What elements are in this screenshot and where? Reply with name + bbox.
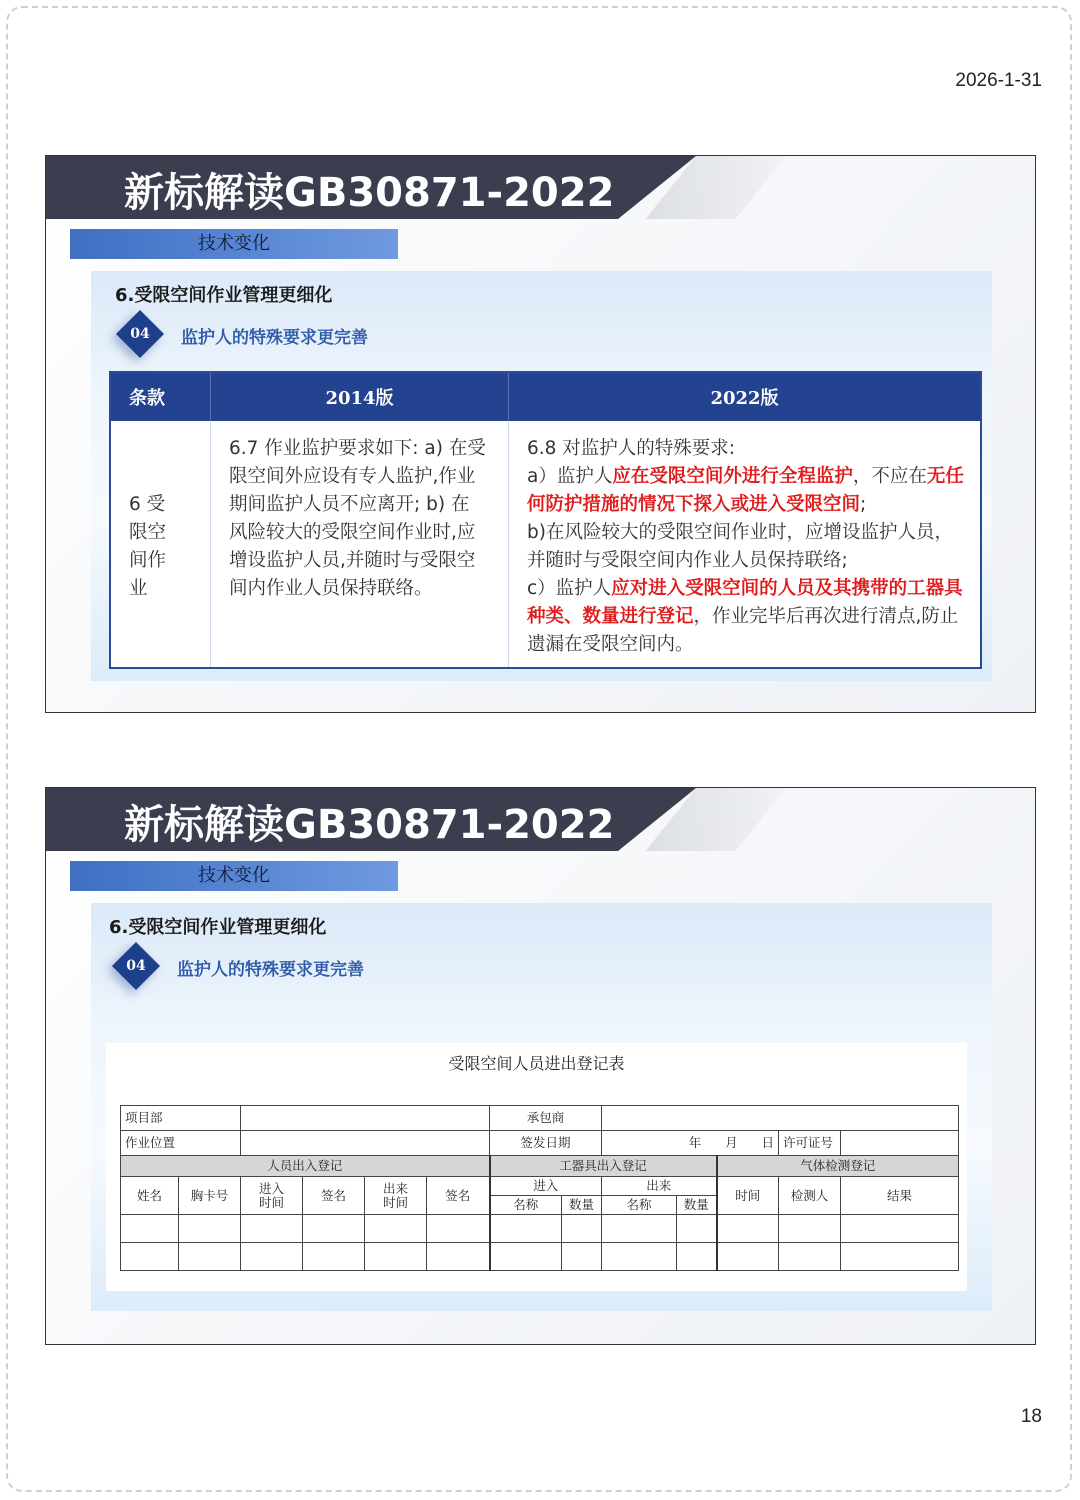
table-row <box>121 1177 959 1196</box>
col-tool-name: 名称 <box>490 1196 562 1215</box>
cell-2022 <box>509 421 982 668</box>
clause-cell <box>110 421 211 668</box>
clause-text: 6 受限空间作业 <box>129 494 167 599</box>
col-inspector: 检测人 <box>779 1177 841 1215</box>
badge-number: 04 <box>130 326 150 342</box>
form-title: 受限空间人员进出登记表 <box>448 1054 625 1073</box>
header-2014: 2014版 <box>211 372 509 421</box>
col-gas-time: 时间 <box>717 1177 779 1215</box>
text-2022-a: a）监护人应在受限空间外进行全程监护，不应在无任何防护措施的情况下探入或进入受限空间; <box>527 466 964 515</box>
col-tool-qty: 数量 <box>562 1196 602 1215</box>
tag-label: 技术变化 <box>70 861 398 891</box>
slide-2 <box>45 787 1036 1345</box>
col-name: 姓名 <box>121 1177 179 1215</box>
highlight-text: 应在受限空间外进行全程监护 <box>612 466 853 487</box>
issue-date-value: 年 月 日 <box>602 1131 779 1156</box>
section-title: 6.受限空间作业管理更细化 <box>109 917 327 938</box>
col-sign: 签名 <box>303 1177 365 1215</box>
col-result: 结果 <box>841 1177 959 1215</box>
registration-table <box>120 1105 959 1271</box>
col-sign2: 签名 <box>427 1177 490 1215</box>
highlight-text: 应对进入受限空间的人员及其携带的工器具种类、数量进行登记 <box>527 578 963 627</box>
table-row <box>121 1106 959 1131</box>
contractor-label: 承包商 <box>490 1106 602 1131</box>
col-badge: 胸卡号 <box>179 1177 241 1215</box>
col-tools-out: 出来 <box>602 1177 717 1196</box>
tag-label: 技术变化 <box>70 229 398 259</box>
highlight-text: 无任何防护措施的情况下探入或进入受限空间 <box>527 466 964 515</box>
table-header-row <box>110 372 981 421</box>
page-number: 18 <box>1020 1406 1042 1427</box>
group-gas: 气体检测登记 <box>717 1156 959 1177</box>
text-2022-intro: 6.8 对监护人的特殊要求: <box>527 438 736 459</box>
section-title: 6.受限空间作业管理更细化 <box>115 285 333 306</box>
col-tools-in: 进入 <box>490 1177 602 1196</box>
text-2022-c: c）监护人应对进入受限空间的人员及其携带的工器具种类、数量进行登记，作业完毕后再次进行清点,防止遗漏在受限空间内。 <box>527 578 963 655</box>
badge-number: 04 <box>126 958 146 974</box>
slide-1 <box>45 155 1036 713</box>
content-panel <box>91 271 992 681</box>
header-clause: 条款 <box>110 372 211 421</box>
group-people: 人员出入登记 <box>121 1156 490 1177</box>
work-location-label: 作业位置 <box>121 1131 241 1156</box>
table-row <box>121 1215 959 1243</box>
col-in-time: 进入时间 <box>241 1177 303 1215</box>
slide-title: 新标解读GB30871-2022 <box>124 170 615 216</box>
group-tools: 工器具出入登记 <box>490 1156 717 1177</box>
project-dept-label: 项目部 <box>121 1106 241 1131</box>
col-tool-qty2: 数量 <box>677 1196 717 1215</box>
table-row <box>121 1131 959 1156</box>
cell-2014 <box>211 421 509 668</box>
text-2022-b: b)在风险较大的受限空间作业时，应增设监护人员，并随时与受限空间内作业人员保持联络; <box>527 522 953 571</box>
project-dept-value <box>241 1106 490 1131</box>
registration-form <box>106 1043 967 1291</box>
col-out-time: 出来时间 <box>365 1177 427 1215</box>
permit-no-value <box>841 1131 959 1156</box>
permit-no-label: 许可证号 <box>779 1131 841 1156</box>
subtitle: 监护人的特殊要求更完善 <box>177 960 364 980</box>
table-row <box>121 1243 959 1271</box>
contractor-value <box>602 1106 959 1131</box>
comparison-table <box>109 371 982 669</box>
table-row <box>110 421 981 668</box>
slide-title: 新标解读GB30871-2022 <box>124 802 615 848</box>
text-2014: 6.7 作业监护要求如下: a) 在受限空间外应设有专人监护,作业期间监护人员不应离开; b) 在风险较大的受限空间作业时,应增设监护人员,并随时与受限空间内作业人员保持联络。 <box>229 438 486 599</box>
work-location-value <box>241 1131 490 1156</box>
header-2022: 2022版 <box>509 372 982 421</box>
page-date: 2026-1-31 <box>955 70 1042 91</box>
issue-date-label: 签发日期 <box>490 1131 602 1156</box>
col-tool-name2: 名称 <box>602 1196 677 1215</box>
subtitle: 监护人的特殊要求更完善 <box>181 328 368 348</box>
table-row <box>121 1156 959 1177</box>
